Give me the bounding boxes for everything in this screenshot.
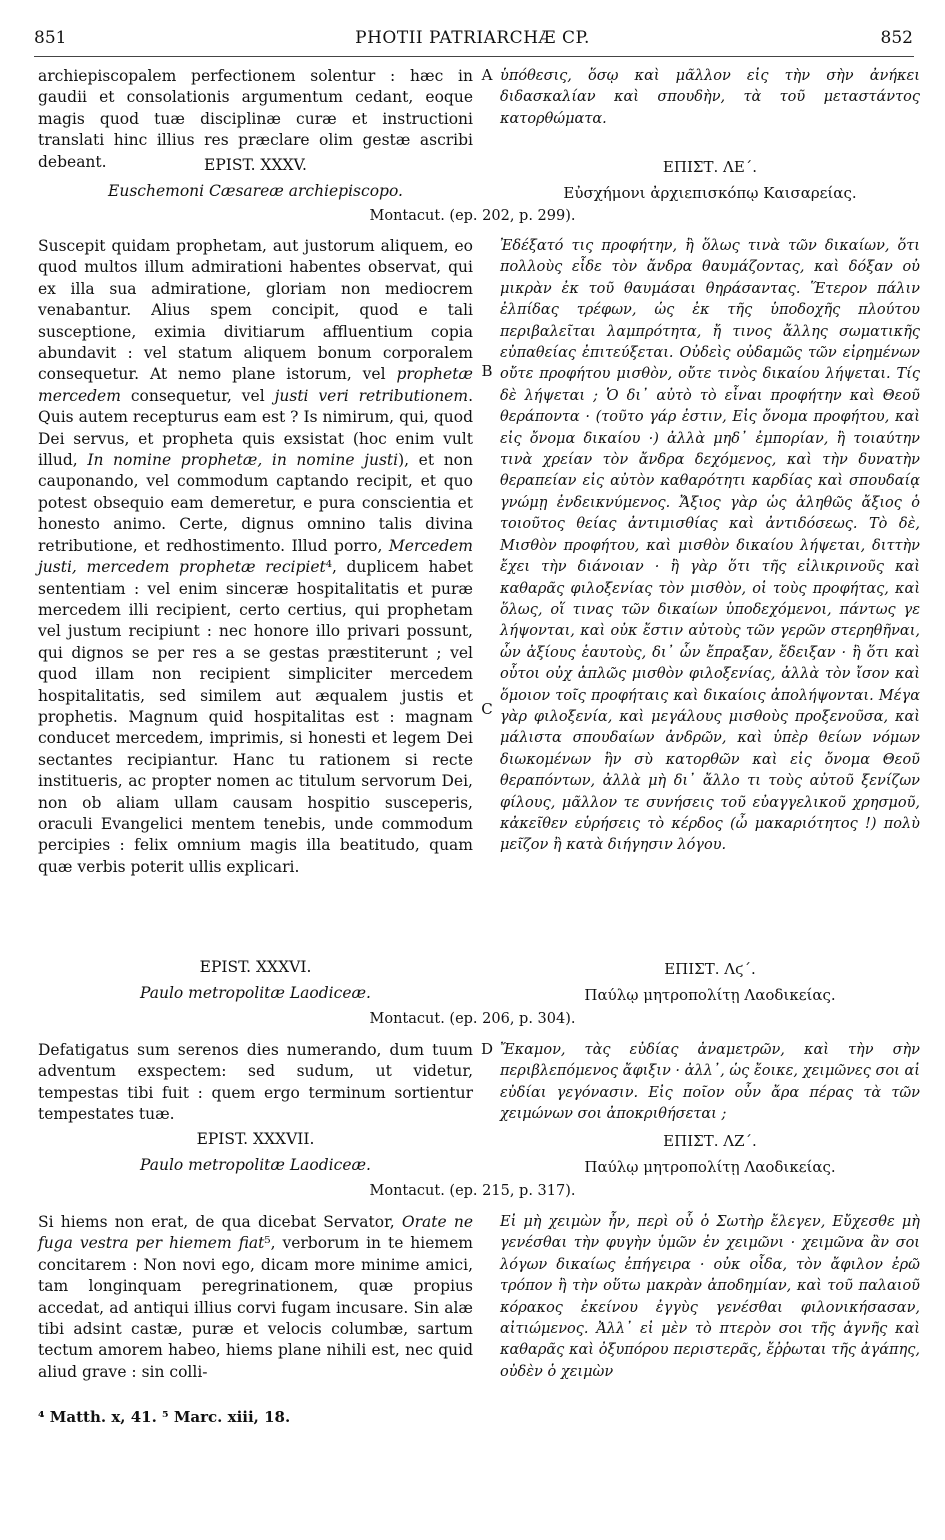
right-page-number: 852	[880, 28, 913, 48]
greek-top-text: ὑπόθεσις, ὅσῳ καὶ μᾶλλον εἰς τὴν σὴν ἀνήκει διδασκαλίαν καὶ σπουδὴν, τὰ τοῦ μεταστάντος κατορθώματα.	[500, 68, 920, 127]
latin-35-citation-4: Mercedem justi, mercedem prophetæ recipiet	[38, 536, 473, 577]
epist-36-latin-text: Defatigatus sum serenos dies numerando, dum tuum adventum exspectem: sed sudum, ut videtur, tempestas tibi fuit : quem ergo terminum sortientur tempestates tuæ.	[38, 1041, 473, 1124]
margin-letter-c: C	[481, 700, 493, 718]
latin-35-part-3: . Quis autem recepturus eam est ? Is nimirum, qui, quod Dei servus, et propheta quis exsistat (hoc enim vult illud,	[38, 386, 473, 470]
epist-35-address-latin: Euschemoni Cæsareæ archiepiscopo.	[108, 182, 403, 200]
epist-35-address-greek: Εὐσχήμονι ἀρχιεπισκόπῳ Καισαρείας.	[563, 184, 857, 202]
epist-36-heading-greek: ΕΠΙΣΤ. Λϛ΄.	[664, 960, 756, 978]
epist-36-address-greek: Παύλῳ μητροπολίτῃ Λαοδικείας.	[584, 986, 836, 1004]
epist-36-greek-text: Ἔκαμον, τὰς εὐδίας ἀναμετρῶν, καὶ τὴν σὴν περιβλεπόμενος ἄφιξιν · ἀλλ᾽, ὡς ἔοικε, χειμῶνες σοι αἱ εὐδίαι γεγόνασιν. Εἰς ποῖον οὖν ἄρα πέρας τὰ τῶν χειμώνων σοι ἀποκριθήσεται ;	[500, 1042, 920, 1123]
latin-37-citation-1: Orate ne fuga vestra per hiemem fiat	[38, 1213, 473, 1253]
latin-35-part-4: ), et non cauponando, vel commodum captando recipit, et quo potest obsequio eam demeretur, e pura conscientia et honesto animo. Certe, dignus omnino talis divina retributione, et redhostimento. Illud porro,	[38, 451, 473, 555]
latin-37-part-1: Si hiems non erat, de qua dicebat Servator,	[38, 1213, 402, 1231]
epist-37-greek-text: Εἰ μὴ χειμὼν ἦν, περὶ οὗ ὁ Σωτὴρ ἔλεγεν, Εὔχεσθε μὴ γενέσθαι τὴν φυγὴν ὑμῶν ἐν χειμῶνι · χειμῶνα ἂν σοι λόγων δικαίως ἐπήγειρα · οὐκ οἶδα, τὸν ἄφιλον ἐρῶ τρόπον ἢ τὴν οὕτω μακρὰν ἀποδημίαν, καὶ τοῦ παλαιοῦ κόρακος ἐκείνου ἐγγὺς γενέσθαι φιλονικήσασαν, αἰτιώμενος. Ἀλλ᾽ εἰ μὲν τὸ πτερὸν σοι τῆς ἁγνῆς καὶ καθαρᾶς καὶ ὀξυπόρου περιστερᾶς, ἔῤῥωται τῆς ἀγάπης, οὐδὲν ὁ χειμὼν	[500, 1214, 920, 1380]
latin-37-part-2: ⁵, verborum in te hiemem concitarem : Non novi ego, dicam more minime amici, tam longinquam peregrinationem, quæ propius accedat, ad antiqui illius corvi fugam incusare. Sin alæ tibi adsint castæ, puræ et velocis columbæ, sartum tectum amorem habeo, hiems plane nihili est, nec quid aliud grave : sin colli-	[38, 1234, 473, 1381]
latin-top-text: archiepiscopalem perfectionem solentur : hæc in gaudii et consolationis argumentum cedant, eoque magis quod tuæ disciplinæ curæ et instructioni translati hinc illius res præclare olim gestæ ascribi debeant.	[38, 67, 473, 171]
epist-35-greek-text: Ἐδέξατό τις προφήτην, ἢ ὅλως τινὰ τῶν δικαίων, ὅτι πολλοὺς εἶδε τὸν ἄνδρα θαυμάζοντας, καὶ δόξαν οὐ μικρὰν ἐκ τοῦ θαυμάσαι θηράσαντας. Ἕτερον πάλιν ἐλπίδας τρέφων, ὡς ἐκ τῆς ὑποδοχῆς πλούτου περιβαλεῖται λαμπρότητα, ἤ τινος ἄλλης σωματικῆς εὐπαθείας ἐπιτεύξεται. Οὐδεὶς οὐδαμῶς τῶν εἰρημένων οὔτε προφήτου μισθὸν, οὔτε τινὸς δικαίου λήψεται. Τίς δὲ λήψεται ; Ὁ δι᾽ αὐτὸ τὸ εἶναι προφήτην καὶ Θεοῦ θεράποντα · (τοῦτο γάρ ἐστιν, Εἰς ὄνομα προφήτου, καὶ εἰς ὄνομα δικαίου ·) ἀλλὰ μηδ᾽ ἐμπορίαν, ἢ τοιαύτην τινὰ χρείαν τὸν ἄνδρα δεχόμενος, καὶ τὴν δυνατὴν θεραπείαν εἰς αὐτὸν καθαρότητι καρδίας καὶ σπουδαίᾳ γνώμῃ ἐνδεικνύμενος. Ἄξιος γὰρ ὡς ἀληθῶς ἄξιος ὁ τοιοῦτος θείας ἀντιμισθίας καὶ ἀντιδόσεως. Τὸ δὲ, Μισθὸν προφήτου, καὶ μισθὸν δικαίου λήψεται, διττὴν ἔχει τὴν διάνοιαν · ἢ γὰρ ὅτι τῆς εἰλικρινοῦς καὶ καθαρᾶς φιλοξενίας τὸν μισθὸν, οἱ τοὺς προφήτας, καὶ ὅλως, οἵ τινας τῶν δικαίων ὑποδεχόμενοι, πάντως γε λήψονται, καὶ οὐκ ἔστιν αὐτοὺς τῶν γερῶν στερηθῆναι, ὧν ἀξίους ἑαυτοὺς, δι᾽ ὧν ἔπραξαν, ἔδειξαν · ἢ ὅτι καὶ οὗτοι οὐχ ἁπλῶς μισθὸν φιλοξενίας, ἀλλὰ τὸν ἴσον καὶ ὅμοιον τοῖς προφήταις καὶ δικαίοις ἀπολήψονται. Μέγα γὰρ φιλοξενία, καὶ μεγάλους μισθοὺς προξενοῦσα, καὶ μάλιστα σπουδαίων ἀνδρῶν, καὶ ὑπὲρ θείων νόμων διωκομένων ἣν σὺ κατορθῶν καὶ εἰς ὄνομα Θεοῦ θεραπόντων, ἀλλὰ μὴ δι᾽ ἄλλο τι τοὺς αὐτοῦ ξενίζων φίλους, μᾶλλον τε συνήσεις τοῦ εὐαγγελικοῦ χρησμοῦ, κἀκεῖθεν εὑρήσεις τὸ κέρδος (ὦ μακαριότητος !) πολὺ μεῖζον ἢ κατὰ διήγησιν λόγου.	[500, 238, 920, 854]
epist-36-heading-latin: EPIST. XXXVI.	[199, 958, 312, 976]
epist-36-source: Montacut. (ep. 206, p. 304).	[369, 1011, 576, 1027]
epist-37-heading-greek: ΕΠΙΣΤ. ΛΖ΄.	[663, 1132, 757, 1150]
epist-37-heading-latin: EPIST. XXXVII.	[196, 1130, 315, 1148]
margin-letter-b: B	[481, 362, 493, 380]
latin-35-part-2: consequetur, vel	[120, 386, 275, 405]
latin-35-part-1: Suscepit quidam prophetam, aut justorum aliquem, eo quod multos illum admirationi habentes observat, qui ex illa sua admiratione, gloriam non mediocrem venabantur. Alius spem concipit, quod e tali susceptione, eximia divitiarum affluentium copia abundavit : vel statum aliquem bonum corporalem consequetur. At nemo plane istorum, vel	[38, 237, 473, 384]
epist-35-heading-greek: ΕΠΙΣΤ. ΛΕ΄.	[662, 158, 758, 176]
epist-37-address-latin: Paulo metropolitæ Laodiceæ.	[139, 1156, 371, 1174]
latin-35-part-5: ⁴, duplicem habet sententiam : vel enim sinceræ hospitalitatis et puræ mercedem illi recipient, certo certius, qui prophetam vel justum recipiunt : nec honore illo privari possunt, qui dignos se per res a se gestas præstiterunt ; vel quod illam non recipient simpliciter mercedem hospitalitatis, sed similem aut æqualem justis et prophetis. Magnum quid hospitalitas est : magnam conducet mercedem, imprimis, si honesti et legem Dei sectantes recipiantur. Hanc tu rationem si recte institueris, ac propter nomen ac titulum servorum Dei, non ob aliam ullam causam hospitio susceperis, oraculi Evangelici mentem tenebis, unde commodum percipies : felix omnium magis illa beatitudo, quam quæ verbis poterit ullis explicari.	[38, 558, 473, 876]
footnotes: ⁴ Matth. x, 41. ⁵ Marc. xiii, 18.	[38, 1408, 291, 1426]
latin-35-citation-1: prophetæ mercedem	[38, 365, 473, 405]
epist-37-source: Montacut. (ep. 215, p. 317).	[369, 1183, 576, 1199]
epist-37-address-greek: Παύλῳ μητροπολίτῃ Λαοδικείας.	[584, 1158, 836, 1176]
margin-letter-a: A	[481, 66, 493, 84]
running-title: PHOTII PATRIARCHÆ CP.	[355, 28, 590, 48]
latin-35-citation-3: In nomine prophetæ, in nomine justi	[87, 451, 399, 470]
epist-37-latin-text	[38, 1212, 473, 1383]
margin-letter-d: D	[480, 1040, 494, 1058]
epist-35-heading-latin: EPIST. XXXV.	[204, 156, 307, 174]
epist-35-latin-text	[38, 236, 473, 878]
left-page-number: 851	[34, 28, 67, 48]
epist-35-source: Montacut. (ep. 202, p. 299).	[369, 208, 576, 224]
latin-35-citation-2: justi veri retributionem	[274, 386, 469, 405]
header-rule	[34, 56, 914, 57]
epist-36-address-latin: Paulo metropolitæ Laodiceæ.	[139, 984, 371, 1002]
